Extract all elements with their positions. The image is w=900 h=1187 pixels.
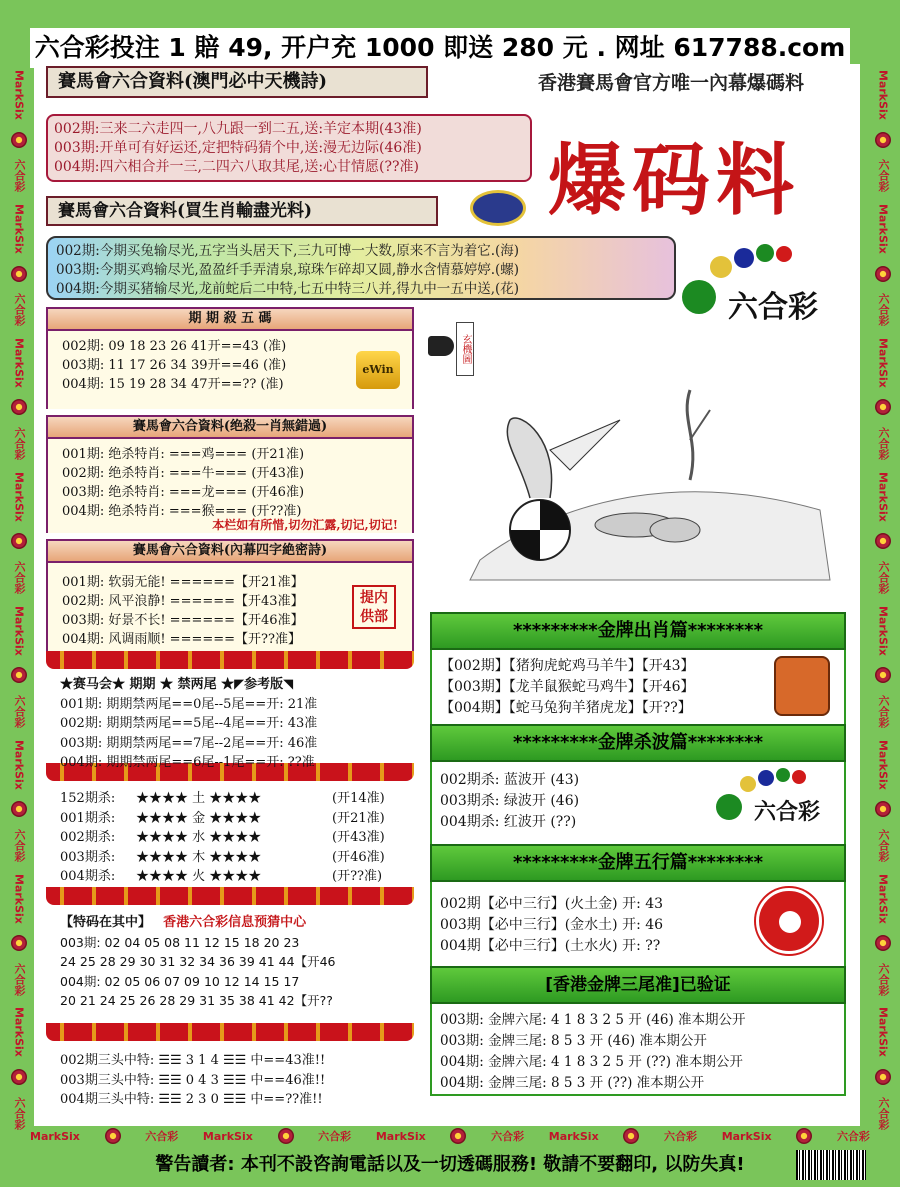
right-column [430,612,846,1096]
four-char-body [46,563,414,651]
border-motif-text: MarkSix [876,1007,890,1058]
flower-icon [11,667,27,683]
poem-line: 002期:三来二六走四一,八九跟一到二五,送:羊定本期(43准) [54,121,422,137]
border-motif-text: MarkSix [876,739,890,790]
border-motif-text: 六合彩 [877,561,890,595]
ewin-logo: eWin [356,351,400,389]
kill-zodiac-note: 本栏如有所惜,切勿汇露,切记,切记! [212,518,398,532]
border-motif-text: MarkSix [12,1007,26,1058]
tail-body [46,669,414,770]
four-char-row: 002期: 风平浪静! ======【开43准】 [62,594,304,609]
gold-tail-title: [香港金牌三尾准]已验证 [430,966,846,1004]
mark-six-logo-small [714,768,824,834]
gold-zodiac-row: 【002期】【猪狗虎蛇鸡马羊牛】【开43】 [440,658,695,674]
element-kill-period: 003期杀: [60,849,116,865]
barcode [796,1150,866,1180]
four-char-row: 004期: 风调雨顺! ======【开??准】 [62,632,301,647]
header-title-1: 賽馬會六合資料(澳門必中天機詩) [46,66,428,98]
gold-wave-row: 004期杀: 红波开 (??) [440,814,577,830]
element-kill-period: 152期杀: [60,791,116,806]
gold-tail-row: 003期: 金牌六尾: 4 1 8 3 2 5 开 (46) 准本期公开 [440,1012,746,1028]
flower-icon [875,266,891,282]
xuanji-badge [428,322,478,378]
border-motif-text: MarkSix [876,70,890,120]
border-motif-text: 六合彩 [491,1130,525,1143]
border-motif-text: 六合彩 [13,159,26,193]
kill5-row: 004期: 15 19 28 34 47开==?? (准) [62,377,284,392]
flower-icon [11,132,27,148]
kill-zodiac-title: 賽馬會六合資料(绝殺一肖無錯過) [46,415,414,439]
border-motif-text: MarkSix [12,605,26,656]
border-motif-text: MarkSix [12,70,26,120]
kill-zodiac-row: 004期: 绝杀特肖: ===猴=== (开??准) [62,504,302,519]
element-kill-period: 002期杀: [60,830,116,845]
tail-row: 002期: 期期禁两尾==5尾--4尾==开: 43准 [60,716,318,731]
flower-icon [875,801,891,817]
gold-tail-row: 004期: 金牌三尾: 8 5 3 开 (??) 准本期公开 [440,1075,705,1091]
divider-scallop [46,1023,414,1041]
four-char-row: 001期: 软弱无能! ======【开21准】 [62,575,304,590]
gold-tail-body [430,1004,846,1096]
flower-icon [875,667,891,683]
flower-icon [623,1128,639,1144]
special-center: 香港六合彩信息预猜中心 [163,915,307,930]
element-kill-period: 004期杀: [60,869,116,884]
zodiac-box [46,236,676,300]
element-kill-row [60,848,400,868]
special-body [46,905,414,1023]
flower-icon [875,1069,891,1085]
divider-scallop [46,651,414,669]
gold-five-row: 004期【必中三行】(土水火) 开: ?? [440,938,661,954]
kill5-row: 002期: 09 18 23 26 41开==43 (准) [62,339,287,354]
gold-tail-row: 004期: 金牌六尾: 4 1 8 3 2 5 开 (??) 准本期公开 [440,1054,743,1070]
border-motif-text: MarkSix [12,471,26,522]
flower-icon [875,132,891,148]
gold-wave-row: 003期杀: 绿波开 (46) [440,793,580,809]
special-line: 003期: 02 04 05 08 11 12 15 18 20 23 [60,934,300,950]
flower-icon [278,1128,294,1144]
border-motif-text: MarkSix [876,605,890,656]
border-motif-text: MarkSix [12,873,26,924]
flower-icon [450,1128,466,1144]
kill-zodiac-row: 003期: 绝杀特肖: ===龙=== (开46准) [62,485,305,500]
hk-emblem-icon [756,888,822,954]
left-column [46,307,414,1111]
tail-title: ★赛马会★ 期期 ★ 禁两尾 ★◤参考版◥ [60,677,294,692]
internal-stamp: 提内供部 [352,585,396,629]
element-kill-stars: ★★★★ 火 ★★★★ [136,869,262,884]
element-kill-row [60,809,400,829]
border-motif-text: 六合彩 [877,962,890,996]
flower-icon [105,1128,121,1144]
border-motif-text: MarkSix [876,203,890,254]
element-kill-result: (开43准) [332,830,385,845]
border-motif-text: MarkSix [876,873,890,924]
flower-icon [11,399,27,415]
border-motif-text: MarkSix [876,471,890,522]
three-head-row: 002期三头中特: ☰☰ 3 1 4 ☰☰ 中==43准!! [60,1053,326,1068]
flower-icon [796,1128,812,1144]
border-motif-text: MarkSix [548,1129,599,1143]
border-motif-text: 六合彩 [877,828,890,862]
border-motif-text: 六合彩 [877,1096,890,1130]
border-motif-text: MarkSix [721,1129,772,1143]
kill5-title: 期 期 殺 五 碼 [46,307,414,331]
special-line: 20 21 24 25 26 28 29 31 35 38 41 42【开?? [60,993,333,1008]
money-bag-icon [774,656,830,716]
zodiac-line: 002期:今期买兔输尽光,五字当头居天下,三九可博一大数,原来不言为着它.(海) [56,243,520,259]
zodiac-line: 004期:今期买猪输尽光,龙前蛇后二中特,七五中特三八并,得九中一五中送,(花) [56,281,520,297]
border-motif-text: MarkSix [202,1129,253,1143]
header-title-2: 賽馬會六合資料(買生肖輸盡光料) [46,196,438,226]
tail-row: 004期: 期期禁两尾==6尾--1尾==开: ??准 [60,755,315,770]
element-kill-row [60,828,400,848]
gold-wave-row: 002期杀: 蓝波开 (43) [440,772,580,788]
four-char-title: 賽馬會六合資料(內幕四字絶密詩) [46,539,414,563]
divider-scallop [46,887,414,905]
kill5-body [46,331,414,409]
tail-row: 001期: 期期禁两尾==0尾--5尾==开: 21准 [60,696,318,712]
poem-line: 003期:开单可有好运还,定把特码猜个中,送:漫无边际(46准) [54,140,422,156]
border-motif-text: 六合彩 [13,694,26,728]
ad-banner: 六合彩投注 1 賠 49, 开户充 1000 即送 280 元 . 网址 617788.com [30,28,850,68]
border-motif-text: 六合彩 [877,427,890,461]
element-kill-result: (开14准) [332,791,385,806]
special-title: 【特码在其中】 [60,915,152,930]
three-head-body [46,1041,414,1111]
border-motif-text: MarkSix [12,337,26,388]
border-motif-text: 六合彩 [13,828,26,862]
border-motif-text: MarkSix [12,203,26,254]
border-motif-text: 六合彩 [13,293,26,327]
poem-line: 004期:四六相合并一三,二四六八取其尾,送:心甘情愿(??准) [54,159,419,175]
element-kill-period: 001期杀: [60,810,116,826]
xuanji-label: 玄機圖 [456,322,474,376]
four-char-row: 003期: 好景不长! ======【开46准】 [62,613,304,628]
gold-zodiac-row: 【003期】【龙羊鼠猴蛇马鸡牛】【开46】 [440,679,695,695]
gold-five-row: 002期【必中三行】(火土金) 开: 43 [440,896,664,912]
header-tagline: 香港賽馬會官方唯一內幕爆碼料 [538,72,805,94]
border-motif-text: 六合彩 [664,1130,698,1143]
three-head-row: 003期三头中特: ☰☰ 0 4 3 ☰☰ 中==46准!! [60,1072,326,1088]
poem-box [46,114,532,182]
element-kill-stars: ★★★★ 木 ★★★★ [136,849,262,865]
kill-zodiac-row: 001期: 绝杀特肖: ===鸡=== (开21准) [62,447,305,462]
gold-zodiac-title: *********金牌出肖篇******** [430,612,846,650]
border-motif-text: 六合彩 [877,293,890,327]
jockey-club-logo [470,190,526,226]
flower-icon [875,533,891,549]
gold-tail-row: 003期: 金牌三尾: 8 5 3 开 (46) 准本期公开 [440,1033,707,1049]
flower-icon [11,1069,27,1085]
border-motif-text: 六合彩 [13,427,26,461]
border-motif-text: MarkSix [12,739,26,790]
right-border-motifs [868,70,898,1130]
gold-wave-body [430,762,846,844]
flower-icon [11,801,27,817]
border-motif-text: 六合彩 [13,1096,26,1130]
border-motif-text: 六合彩 [877,694,890,728]
border-motif-text: 六合彩 [145,1130,179,1143]
border-motif-text: MarkSix [30,1129,80,1143]
flower-icon [11,266,27,282]
special-line: 24 25 28 29 30 31 32 34 36 39 41 44【开46 [60,954,336,969]
element-kill-result: (开??准) [332,869,383,884]
xuanji-illustration [440,380,840,600]
border-motif-text: 六合彩 [13,962,26,996]
mark-six-label: 六合彩 [728,290,818,325]
left-border-motifs [4,70,34,1130]
kill-zodiac-row: 002期: 绝杀特肖: ===牛=== (开43准) [62,466,305,481]
gold-zodiac-body [430,650,846,724]
kill-zodiac-body [46,439,414,533]
warning-footer: 警告讀者: 本刊不設咨詢電話以及一切透碼服務! 敬請不要翻印, 以防失真! [30,1150,870,1182]
zodiac-line: 003期:今期买鸡输尽光,盈盈纤手弄清泉,琼珠乍碎却又圆,静水含情慕婷婷.(螺) [56,262,520,278]
element-kill-body [46,781,414,887]
border-motif-text: 六合彩 [13,561,26,595]
flower-icon [875,399,891,415]
border-motif-text: 六合彩 [318,1130,352,1143]
element-kill-result: (开46准) [332,849,385,865]
flower-icon [875,935,891,951]
gold-five-title: *********金牌五行篇******** [430,844,846,882]
mark-six-label-small: 六合彩 [754,799,821,825]
tail-row: 003期: 期期禁两尾==7尾--2尾==开: 46准 [60,735,318,751]
element-kill-row [60,789,400,809]
element-kill-row [60,867,400,887]
flower-icon [11,533,27,549]
border-motif-text: 六合彩 [836,1130,870,1143]
big-title: 爆码料 [548,135,801,226]
element-kill-stars: ★★★★ 土 ★★★★ [136,791,262,806]
element-kill-stars: ★★★★ 金 ★★★★ [136,810,262,826]
gold-zodiac-row: 【004期】【蛇马兔狗羊猪虎龙】【开??】 [440,700,692,716]
kill5-row: 003期: 11 17 26 34 39开==46 (准) [62,358,287,373]
gold-five-row: 003期【必中三行】(金水土) 开: 46 [440,917,664,933]
flower-icon [11,935,27,951]
gold-wave-title: *********金牌杀波篇******** [430,724,846,762]
three-head-row: 004期三头中特: ☰☰ 2 3 0 ☰☰ 中==??准!! [60,1092,323,1107]
bottom-border-motifs [30,1126,870,1146]
special-line: 004期: 02 05 06 07 09 10 12 14 15 17 [60,973,300,989]
gold-five-body [430,882,846,966]
border-motif-text: MarkSix [876,337,890,388]
border-motif-text: MarkSix [375,1129,426,1143]
border-motif-text: 六合彩 [877,159,890,193]
element-kill-stars: ★★★★ 水 ★★★★ [136,830,262,845]
element-kill-result: (开21准) [332,810,385,826]
